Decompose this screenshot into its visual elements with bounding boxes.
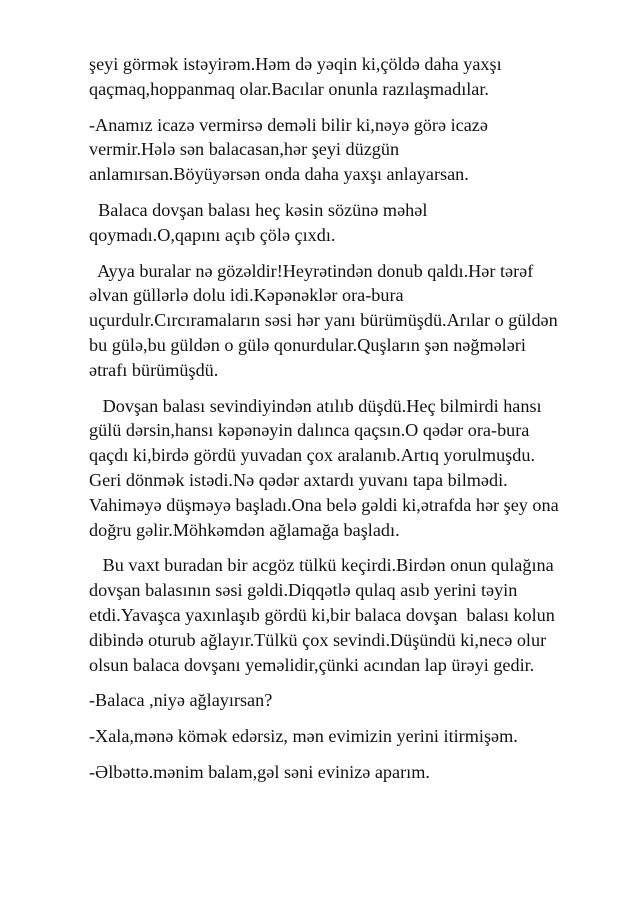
text-line: Ayya buralar nə gözəldir!Heyrətindən donub qaldı.Hər tərəf — [89, 260, 534, 281]
text-line: etdi.Yavaşca yaxınlaşıb gördü ki,bir balaca dovşan balası kolun — [89, 604, 555, 625]
text-line: uçurdulr.Cırcıramaların səsi hər yanı bürümüşdü.Arılar o güldən — [89, 310, 558, 331]
text-line: -Xala,mənə kömək edərsiz, mən evimizin yerini itirmişəm. — [89, 726, 518, 747]
text-line: -Anamız icazə vermirsə deməli bilir ki,nəyə görə icazə — [89, 114, 488, 135]
paragraph-5 — [89, 394, 609, 543]
story-text — [89, 52, 609, 796]
paragraph-2 — [89, 113, 609, 187]
paragraph-6 — [89, 553, 609, 677]
text-line: vermir.Hələ sən balacasan,hər şeyi düzgün — [89, 139, 400, 160]
paragraph-7 — [89, 688, 609, 713]
text-line: qoymadı.O,qapını açıb çölə çıxdı. — [89, 224, 336, 245]
text-line: qaçdı ki,birdə gördü yuvadan çox aralanıb.Artıq yorulmuşdu. — [89, 445, 535, 466]
text-line: gülü dərsin,hansı kəpənəyin dalınca qaçsın.O qədər ora-bura — [89, 420, 530, 441]
text-line: Bu vaxt buradan bir acgöz tülkü keçirdi.Birdən onun qulağına — [89, 555, 554, 576]
text-line: olsun balaca dovşanı yeməlidir,çünki acından lap ürəyi gedir. — [89, 654, 535, 675]
paragraph-3 — [89, 198, 609, 248]
text-line: dibində oturub ağlayır.Tülkü çox sevindi.Düşündü ki,necə olur — [89, 629, 547, 650]
text-line: Vahiməyə düşməyə başladı.Ona belə gəldi ki,ətrafda hər şey ona — [89, 494, 559, 515]
paragraph-8 — [89, 724, 609, 749]
text-line: Dovşan balası sevindiyindən atılıb düşdü.Heç bilmirdi hansı — [89, 395, 542, 416]
text-line: Balaca dovşan balası heç kəsin sözünə məhəl — [89, 199, 428, 220]
text-line: ətrafı bürümüşdü. — [89, 359, 219, 380]
text-line: -Balaca ,niyə ağlayırsan? — [89, 690, 273, 711]
paragraph-9 — [89, 760, 609, 785]
text-line: bu gülə,bu güldən o gülə qonurdular.Quşların şən nəğmələri — [89, 334, 526, 355]
text-line: dovşan balasının səsi gəldi.Diqqətlə qulaq asıb yerini təyin — [89, 580, 518, 601]
text-line: əlvan güllərlə dolu idi.Kəpənəklər ora-bura — [89, 285, 404, 306]
text-line: Geri dönmək istədi.Nə qədər axtardı yuvanı tapa bilmədi. — [89, 469, 508, 490]
text-line: -Əlbəttə.mənim balam,gəl səni evinizə aparım. — [89, 761, 430, 782]
text-line: anlamırsan.Böyüyərsən onda daha yaxşı anlayarsan. — [89, 164, 469, 185]
paragraph-4 — [89, 259, 609, 383]
paragraph-1 — [89, 52, 609, 102]
text-line: şeyi görmək istəyirəm.Həm də yəqin ki,çöldə daha yaxşı — [89, 54, 502, 74]
text-line: doğru gəlir.Möhkəmdən ağlamağa başladı. — [89, 519, 400, 540]
text-line: qaçmaq,hoppanmaq olar.Bacılar onunla razılaşmadılar. — [89, 78, 489, 99]
